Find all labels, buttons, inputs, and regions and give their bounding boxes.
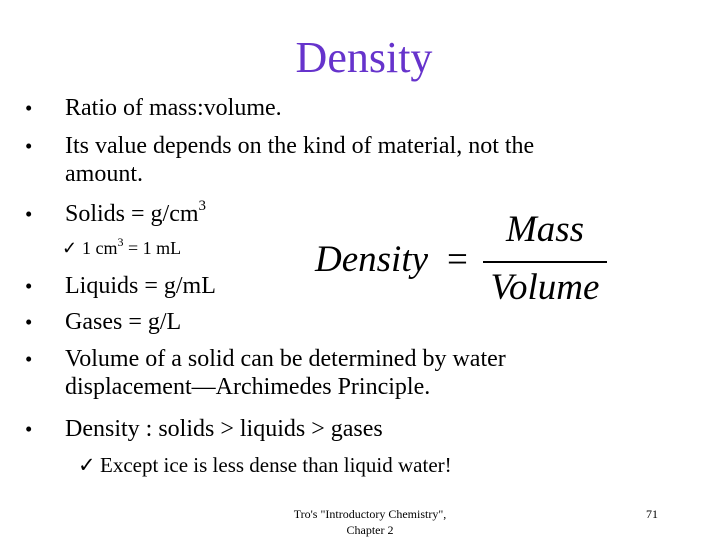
bullet-icon: • [25, 310, 33, 334]
bullet-text [65, 345, 645, 401]
slide-title: Density [295, 33, 433, 82]
bullet-line: amount. [65, 161, 143, 187]
bullet-text: Gases = g/L [65, 309, 182, 335]
bullet-item [25, 345, 645, 401]
fraction-bar [483, 261, 607, 263]
bullet-text: Density : solids > liquids > gases [65, 416, 383, 442]
formula-denominator: Volume [490, 267, 600, 308]
bullet-icon: • [25, 274, 33, 298]
checkmark-icon: ✓ [78, 453, 96, 477]
bullet-line: Volume of a solid can be determined by water [65, 346, 506, 372]
bullet-line: Its value depends on the kind of material, not the [65, 133, 535, 159]
bullet-icon: • [25, 347, 33, 371]
formula-numerator: Mass [505, 209, 585, 250]
bullet-line: displacement—Archimedes Principle. [65, 374, 431, 400]
bullet-icon: • [25, 96, 33, 120]
page-number: 71 [646, 507, 658, 521]
bullet-icon: • [25, 134, 33, 158]
bullet-icon: • [25, 417, 33, 441]
sub-bullet-text-pre: 1 cm [82, 238, 118, 258]
bullet-text [65, 132, 645, 188]
bullet-text: Liquids = g/mL [65, 273, 216, 299]
bullet-text: Ratio of mass:volume. [65, 95, 282, 121]
formula-equals: = [447, 239, 468, 280]
density-formula [315, 208, 615, 308]
bullet-item [25, 132, 645, 188]
footer-line: Chapter 2 [346, 523, 394, 537]
slide-footer [250, 506, 490, 538]
formula-lhs: Density [315, 239, 429, 280]
sub-bullet-text: Except ice is less dense than liquid water! [100, 453, 452, 477]
superscript: 3 [198, 198, 207, 214]
checkmark-icon: ✓ [62, 238, 78, 258]
superscript: 3 [117, 235, 124, 249]
footer-line: Tro's "Introductory Chemistry", [293, 507, 447, 521]
sub-bullet-text [82, 237, 181, 259]
bullet-icon: • [25, 202, 33, 226]
bullet-text-main: Solids = g/cm [65, 201, 199, 227]
sub-bullet-text-post: = 1 mL [123, 238, 182, 258]
